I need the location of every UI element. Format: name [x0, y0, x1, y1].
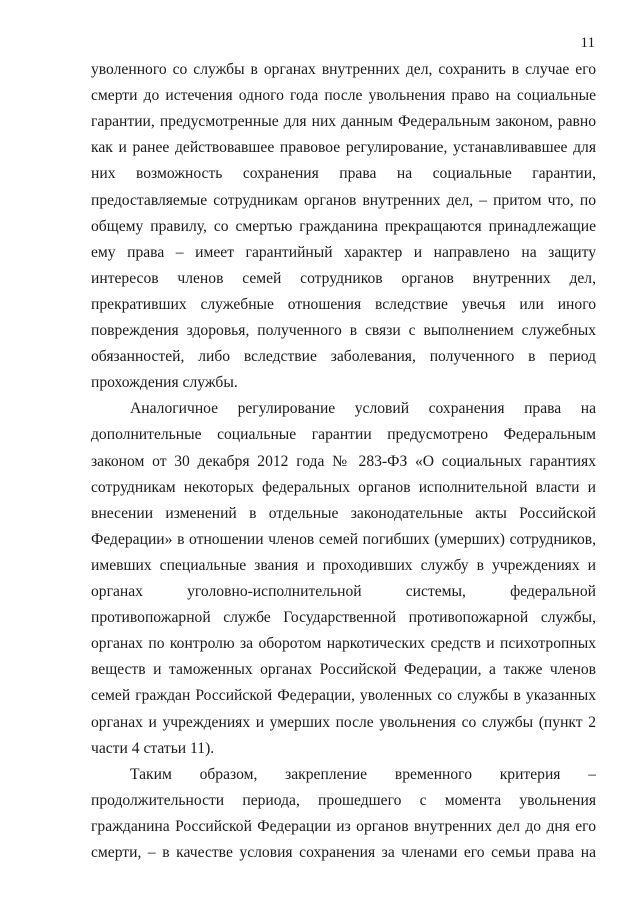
text-line: интересов членов семей сотрудников органов внутренних дел,	[91, 269, 596, 287]
text-line: общему правилу, со смертью гражданина прекращаются принадлежащие	[91, 217, 596, 235]
text-line: смерти до истечения одного года после увольнения право на социальные	[91, 87, 596, 105]
text-line: них возможность сохранения права на социальные гарантии,	[91, 165, 596, 183]
text-line: части 4 статьи 11).	[91, 739, 215, 757]
text-line: внесении изменений в отдельные законодательные акты Российской	[91, 504, 596, 522]
text-line: продолжительности периода, прошедшего с момента увольнения	[91, 791, 596, 809]
text-line: законом от 30 декабря 2012 года № 283-ФЗ «О социальных гарантиях	[91, 452, 596, 470]
text-line: Таким образом, закрепление временного критерия –	[130, 765, 596, 783]
text-line: веществ и таможенных органах Российской Федерации, а также членов	[91, 661, 596, 679]
text-line: обязанностей, либо вследствие заболевания, полученного в период	[91, 348, 596, 366]
text-line: как и ранее действовавшее правовое регулирование, устанавливавшее для	[91, 139, 596, 157]
text-line: уволенного со службы в органах внутренних дел, сохранить в случае его	[91, 61, 596, 78]
text-line: семей граждан Российской Федерации, уволенных со службы в указанных	[91, 687, 596, 705]
text-line: дополнительные социальные гарантии предусмотрено Федеральным	[91, 426, 596, 444]
text-line: имевших специальные звания и проходивших службу в учреждениях и	[91, 556, 596, 574]
text-line: сотрудникам некоторых федеральных органов исполнительной власти и	[91, 478, 596, 496]
text-line: смерти, – в качестве условия сохранения за членами его семьи права на	[91, 844, 596, 861]
text-line: предоставляемые сотрудникам органов внутренних дел, – притом что, по	[91, 191, 596, 209]
text-line: Аналогичное регулирование условий сохранения права на	[130, 400, 596, 418]
text-line: гражданина Российской Федерации из органов внутренних дел до дня его	[91, 817, 596, 835]
text-line: органах и учреждениях и умерших после увольнения со службы (пункт 2	[91, 713, 596, 731]
text-line: органах уголовно-исполнительной системы, федеральной	[91, 583, 596, 600]
text-line: гарантии, предусмотренные для них данным Федеральным законом, равно	[91, 113, 596, 131]
text-line: прекративших служебные отношения вследствие увечья или иного	[91, 295, 596, 313]
text-line: органах по контролю за оборотом наркотических средств и психотропных	[91, 635, 596, 653]
text-line: ему права – имеет гарантийный характер и направлено на защиту	[91, 243, 596, 261]
text-line: прохождения службы.	[91, 374, 238, 392]
page-number: 11	[580, 35, 595, 51]
text-line: повреждения здоровья, полученного в связи с выполнением служебных	[91, 322, 596, 339]
text-line: противопожарной службе Государственной противопожарной службы,	[91, 609, 596, 627]
text-line: Федерации» в отношении членов семей погибших (умерших) сотрудников,	[91, 530, 596, 548]
